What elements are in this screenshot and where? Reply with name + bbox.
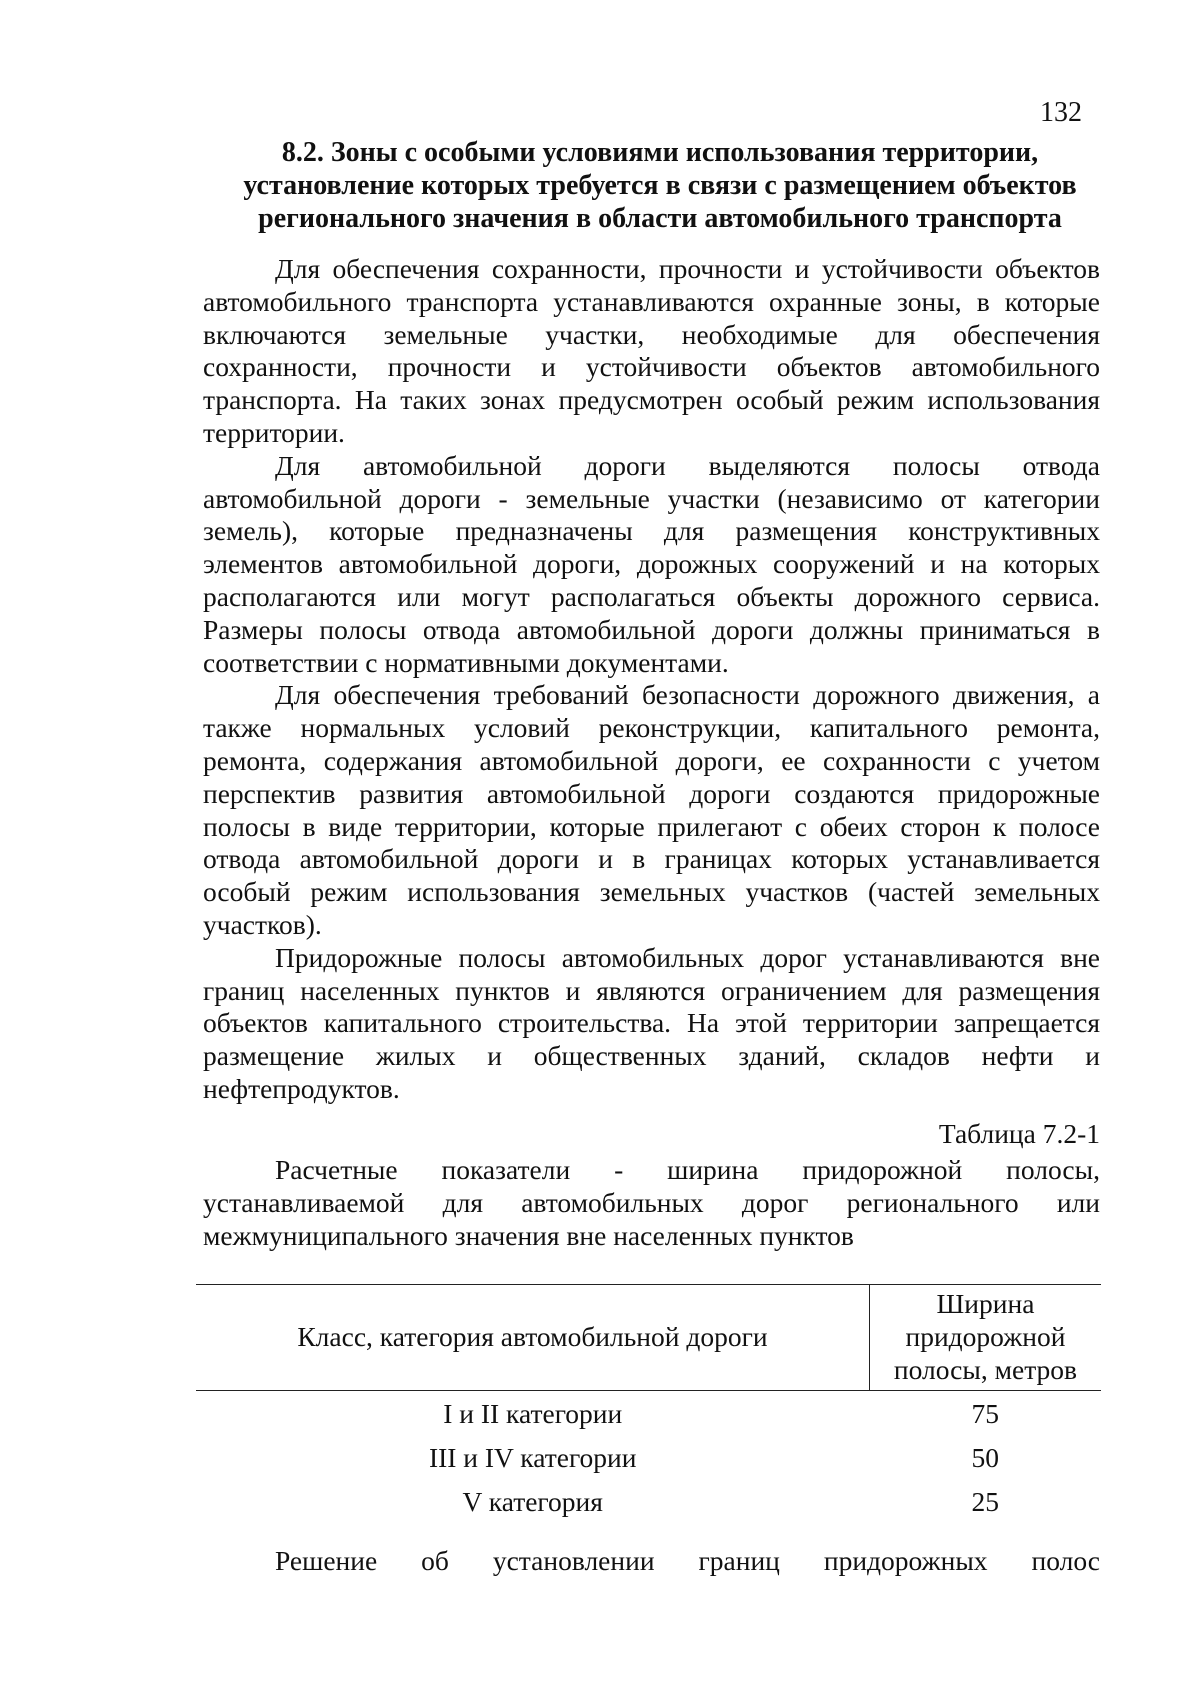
header-road-class: Класс, категория автомобильной дороги	[196, 1285, 869, 1391]
section-heading-line: установление которых требуется в связи с размещением объектов	[243, 170, 1077, 201]
paragraph-protection-zones: Для обеспечения сохранности, прочности и устойчивости объектов автомобильного транспорта устанавливаются охранные зоны, в которые включаются земельные участки, необходимые для обеспечения сохранности, прочности и устойчивости объектов автомобильного транспорта. На таких зонах предусмотрен особый режим использования территории.	[203, 253, 1100, 448]
section-heading	[200, 136, 1120, 235]
table-row	[196, 1479, 1101, 1523]
paragraph-restrictions: Придорожные полосы автомобильных дорог устанавливаются вне границ населенных пунктов и являются ограничением для размещения объектов капитального строительства. На этой территории запрещается размещение жилых и общественных зданий, складов нефти и нефтепродуктов.	[203, 941, 1100, 1104]
trailing-paragraph: Решение об установлении границ придорожных полос	[275, 1545, 1100, 1576]
table-row	[196, 1435, 1101, 1479]
table-label: Таблица 7.2-1	[938, 1118, 1100, 1149]
table-row	[196, 1391, 1101, 1436]
paragraph-roadside-strips: Для обеспечения требований безопасности дорожного движения, а также нормальных условий реконструкции, капитального ремонта, ремонта, содержания автомобильной дороги, ее сохранности с учетом перспектив развития автомобильной дороги создаются придорожные полосы в виде территории, которые прилегают с обеих сторон к полосе отвода автомобильной дороги и в границах которых устанавливается особый режим использования земельных участков (частей земельных участков).	[203, 679, 1100, 940]
roadside-strip-width-table	[196, 1284, 1101, 1523]
page-number: 132	[1040, 97, 1082, 128]
table-caption: Расчетные показатели - ширина придорожной полосы, устанавливаемой для автомобильных дорог регионального или межмуниципального значения вне населенных пунктов	[203, 1154, 1100, 1251]
row-category: V категория	[462, 1486, 603, 1517]
section-heading-line: регионального значения в области автомобильного транспорта	[258, 203, 1062, 234]
row-category: III и IV категории	[428, 1442, 637, 1473]
header-strip-width: Ширина придорожной полосы, метров	[869, 1285, 1101, 1391]
section-heading-line: 8.2. Зоны с особыми условиями использования территории,	[281, 137, 1039, 168]
table-header-row	[196, 1285, 1101, 1391]
row-width: 50	[971, 1442, 999, 1473]
row-width: 25	[971, 1486, 999, 1517]
body-text	[203, 253, 1100, 1106]
row-category: I и II категории	[443, 1398, 623, 1429]
paragraph-right-of-way: Для автомобильной дороги выделяются полосы отвода автомобильной дороги - земельные участки (независимо от категории земель), которые предназначены для размещения конструктивных элементов автомобильной дороги, дорожных сооружений и на которых располагаются или могут располагаться объекты дорожного сервиса. Размеры полосы отвода автомобильной дороги должны приниматься в соответствии с нормативными документами.	[203, 449, 1100, 678]
row-width: 75	[971, 1398, 999, 1429]
